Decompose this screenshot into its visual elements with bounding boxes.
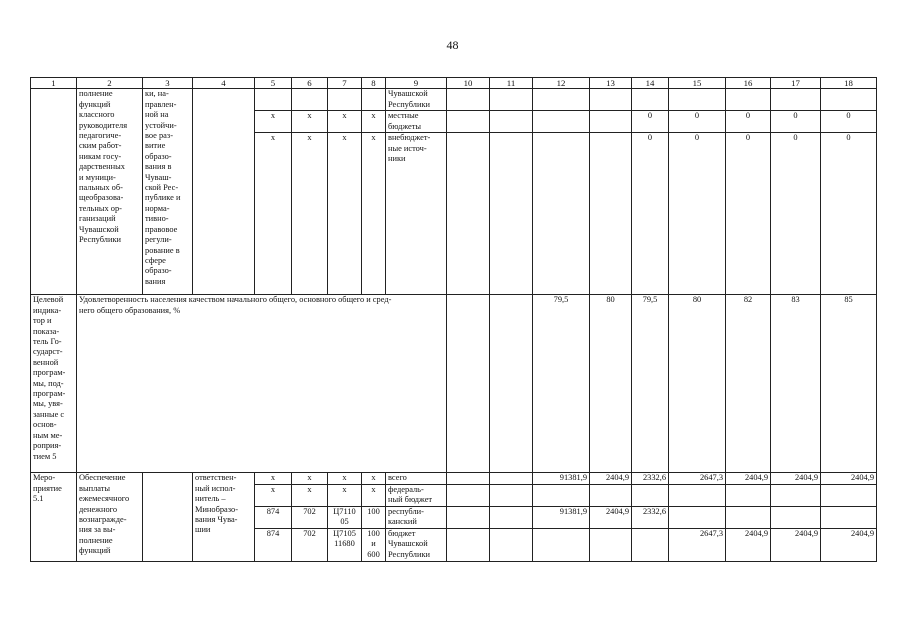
- value-cell: 2404,9: [771, 473, 821, 484]
- value-cell: 82: [726, 295, 771, 473]
- value-cell: [533, 528, 590, 561]
- subprogram-description: ки, на- правлен- ной на устойчи- вое раз- витие образо- вания в Чуваш- ской Рес- публике и норма- тивно- правовое регули- рование в сфере образо- вания: [143, 89, 193, 295]
- funding-source: бюджет Чувашской Республики: [386, 528, 447, 561]
- value-cell: 2404,9: [771, 528, 821, 561]
- value-cell: 2647,3: [669, 528, 726, 561]
- cell: [771, 89, 821, 111]
- cell: [31, 89, 77, 295]
- value-cell: 0: [632, 133, 669, 295]
- value-cell: 0: [632, 111, 669, 133]
- funding-source: федераль- ный бюджет: [386, 484, 447, 506]
- funding-source: всего: [386, 473, 447, 484]
- header-cell: 12: [533, 78, 590, 89]
- cell: x: [255, 111, 292, 133]
- header-cell: 11: [490, 78, 533, 89]
- cell: [292, 89, 328, 111]
- cell: 702: [292, 506, 328, 528]
- table-row: [31, 89, 877, 111]
- header-cell: 7: [328, 78, 362, 89]
- budget-table: [30, 77, 877, 562]
- cell: [669, 89, 726, 111]
- header-cell: 14: [632, 78, 669, 89]
- cell: x: [255, 484, 292, 506]
- cell: x: [292, 473, 328, 484]
- cell: [447, 295, 490, 473]
- value-cell: 0: [821, 133, 877, 295]
- cell: x: [328, 473, 362, 484]
- value-cell: 2332,6: [632, 473, 669, 484]
- cell: x: [362, 133, 386, 295]
- header-cell: 6: [292, 78, 328, 89]
- cell: 100 и 600: [362, 528, 386, 561]
- value-cell: 91381,9: [533, 506, 590, 528]
- indicator-label: Целевой индика- тор и показа- тель Го- сударст- венной програм- мы, под- програм- мы, увя- занные с основ- ным ме- роприя- тием 5: [31, 295, 77, 473]
- value-cell: 85: [821, 295, 877, 473]
- cell: [447, 89, 490, 111]
- header-cell: 2: [77, 78, 143, 89]
- value-cell: 80: [590, 295, 632, 473]
- value-cell: 0: [726, 111, 771, 133]
- cell: 100: [362, 506, 386, 528]
- value-cell: [821, 506, 877, 528]
- cell: [255, 89, 292, 111]
- cell: [447, 506, 490, 528]
- cell: [490, 473, 533, 484]
- cell: Ц7110 05: [328, 506, 362, 528]
- cell: x: [292, 111, 328, 133]
- cell: [447, 473, 490, 484]
- value-cell: [669, 506, 726, 528]
- cell: [362, 89, 386, 111]
- cell: [590, 111, 632, 133]
- value-cell: [726, 506, 771, 528]
- cell: [632, 89, 669, 111]
- header-cell: 9: [386, 78, 447, 89]
- cell: x: [362, 473, 386, 484]
- cell: x: [328, 111, 362, 133]
- value-cell: [590, 528, 632, 561]
- cell: [490, 528, 533, 561]
- value-cell: 2404,9: [726, 528, 771, 561]
- header-cell: 16: [726, 78, 771, 89]
- cell: [590, 89, 632, 111]
- value-cell: [771, 506, 821, 528]
- header-cell: 15: [669, 78, 726, 89]
- header-row: [31, 78, 877, 89]
- header-cell: 13: [590, 78, 632, 89]
- cell: x: [362, 484, 386, 506]
- value-cell: [726, 484, 771, 506]
- value-cell: 0: [771, 133, 821, 295]
- responsible-executor: ответствен- ный испол- нитель – Минобразо- вания Чува- шии: [193, 473, 255, 561]
- value-cell: 2404,9: [821, 473, 877, 484]
- cell: x: [362, 111, 386, 133]
- value-cell: 2332,6: [632, 506, 669, 528]
- value-cell: [821, 484, 877, 506]
- header-cell: 17: [771, 78, 821, 89]
- cell: x: [328, 133, 362, 295]
- cell: 874: [255, 506, 292, 528]
- value-cell: [632, 528, 669, 561]
- value-cell: 83: [771, 295, 821, 473]
- cell: x: [328, 484, 362, 506]
- value-cell: 2404,9: [590, 506, 632, 528]
- value-cell: 0: [821, 111, 877, 133]
- value-cell: [590, 484, 632, 506]
- cell: x: [255, 133, 292, 295]
- cell: [490, 506, 533, 528]
- cell: Ц7105 11680: [328, 528, 362, 561]
- cell: [533, 111, 590, 133]
- value-cell: [771, 484, 821, 506]
- value-cell: [669, 484, 726, 506]
- cell: [590, 133, 632, 295]
- measure-label: Меро- приятие 5.1: [31, 473, 77, 561]
- funding-source: Чувашской Республики: [386, 89, 447, 111]
- value-cell: [533, 484, 590, 506]
- header-cell: 10: [447, 78, 490, 89]
- cell: [490, 133, 533, 295]
- header-cell: 18: [821, 78, 877, 89]
- cell: [143, 473, 193, 561]
- cell: [447, 111, 490, 133]
- value-cell: 0: [669, 111, 726, 133]
- cell: [447, 528, 490, 561]
- cell: [447, 484, 490, 506]
- header-cell: 8: [362, 78, 386, 89]
- value-cell: 80: [669, 295, 726, 473]
- cell: [821, 89, 877, 111]
- funding-source: республи- канский: [386, 506, 447, 528]
- cell: 702: [292, 528, 328, 561]
- value-cell: 2404,9: [821, 528, 877, 561]
- value-cell: 2404,9: [726, 473, 771, 484]
- cell: x: [255, 473, 292, 484]
- value-cell: 79,5: [533, 295, 590, 473]
- table-row: [31, 473, 877, 484]
- cell: [490, 484, 533, 506]
- header-cell: 3: [143, 78, 193, 89]
- funding-source: внебюджет- ные источ- ники: [386, 133, 447, 295]
- cell: [490, 111, 533, 133]
- header-cell: 5: [255, 78, 292, 89]
- cell: [447, 133, 490, 295]
- cell: [328, 89, 362, 111]
- cell: [490, 295, 533, 473]
- value-cell: 0: [726, 133, 771, 295]
- measure-description: полнение функций классного руководителя педагогиче- ским работ- никам госу- дарственных и муници- пальных об- щеобразова- тельных ор- ганизаций Чувашской Республики: [77, 89, 143, 295]
- value-cell: 2647,3: [669, 473, 726, 484]
- cell: x: [292, 484, 328, 506]
- value-cell: 0: [771, 111, 821, 133]
- value-cell: 79,5: [632, 295, 669, 473]
- cell: x: [292, 133, 328, 295]
- indicator-description: Удовлетворенность населения качеством начального общего, основного общего и сред- него общего образования, %: [77, 295, 447, 473]
- value-cell: 91381,9: [533, 473, 590, 484]
- cell: [726, 89, 771, 111]
- cell: [533, 89, 590, 111]
- indicator-row: [31, 295, 877, 473]
- header-cell: 4: [193, 78, 255, 89]
- funding-source: местные бюджеты: [386, 111, 447, 133]
- cell: 874: [255, 528, 292, 561]
- cell: [193, 89, 255, 295]
- value-cell: 0: [669, 133, 726, 295]
- value-cell: 2404,9: [590, 473, 632, 484]
- cell: [533, 133, 590, 295]
- header-cell: 1: [31, 78, 77, 89]
- cell: [490, 89, 533, 111]
- value-cell: [632, 484, 669, 506]
- page-number: 48: [446, 38, 459, 52]
- measure-description: Обеспечение выплаты ежемесячного денежного вознагражде- ния за вы- полнение функций: [77, 473, 143, 561]
